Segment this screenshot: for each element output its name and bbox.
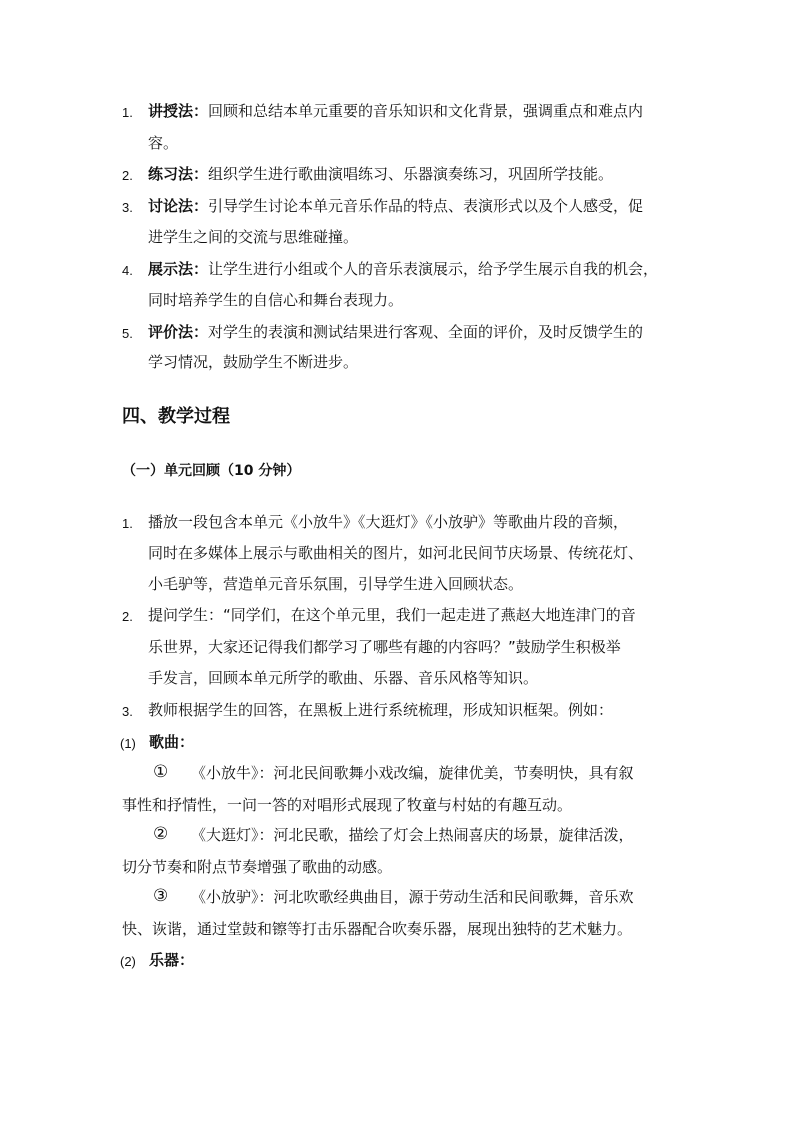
list-item: 播放一段包含本单元《小放牛》《大逛灯》《小放驴》等歌曲片段的音频， bbox=[148, 513, 629, 531]
term-separator: ： bbox=[193, 323, 209, 341]
list-number: 1. bbox=[122, 105, 133, 120]
list-item-continuation: 小毛驴等，营造单元音乐氛围，引导学生进入回顾状态。 bbox=[148, 575, 524, 593]
list-number: 2. bbox=[122, 168, 133, 183]
songs-heading: 歌曲： bbox=[149, 733, 195, 751]
list-item bbox=[148, 259, 658, 281]
list-number: 1. bbox=[122, 516, 133, 531]
list-item-continuation: 同时培养学生的自信心和舞台表现力。 bbox=[148, 291, 404, 309]
list-item-continuation: 同时在多媒体上展示与歌曲相关的图片，如河北民间节庆场景、传统花灯、 bbox=[148, 544, 644, 562]
song-description-continuation: 切分节奏和附点节奏增强了歌曲的动感。 bbox=[122, 858, 393, 876]
song-description: 《大逛灯》：河北民歌，描绘了灯会上热闹喜庆的场景，旋律活泼， bbox=[191, 826, 634, 844]
list-item bbox=[148, 164, 613, 186]
list-item bbox=[148, 322, 643, 344]
section-title: 四、教学过程 bbox=[122, 406, 230, 427]
circled-number: ② bbox=[153, 824, 169, 844]
list-number: 4. bbox=[122, 263, 133, 278]
song-description: 《小放驴》：河北吹歌经典曲目，源于劳动生活和民间歌舞，音乐欢 bbox=[191, 888, 634, 906]
method-text: 组织学生进行歌曲演唱练习、乐器演奏练习，巩固所学技能。 bbox=[208, 165, 614, 183]
term-separator: ： bbox=[193, 102, 209, 120]
method-text: 对学生的表演和测试结果进行客观、全面的评价，及时反馈学生的 bbox=[208, 323, 644, 341]
subsection-title: （一）单元回顾（10 分钟） bbox=[122, 463, 301, 479]
list-item bbox=[148, 196, 643, 218]
sub-list-number: (1) bbox=[120, 736, 136, 751]
method-term: 展示法 bbox=[148, 260, 194, 278]
method-text: 让学生进行小组或个人的音乐表演展示，给予学生展示自我的机会， bbox=[208, 260, 659, 278]
circled-number: ③ bbox=[153, 886, 169, 906]
list-number: 5. bbox=[122, 326, 133, 341]
list-number: 3. bbox=[122, 200, 133, 215]
song-description-continuation: 事性和抒情性，一问一答的对唱形式展现了牧童与村姑的有趣互动。 bbox=[122, 796, 573, 814]
list-item: 教师根据学生的回答，在黑板上进行系统梳理，形成知识框架。例如： bbox=[148, 701, 614, 719]
sub-list-number: (2) bbox=[120, 954, 136, 969]
term-separator: ： bbox=[193, 260, 209, 278]
method-term: 讨论法 bbox=[148, 197, 194, 215]
method-term: 评价法 bbox=[148, 323, 194, 341]
instruments-heading: 乐器： bbox=[149, 951, 195, 969]
list-item: 提问学生：“同学们，在这个单元里，我们一起走进了燕赵大地连津门的音 bbox=[148, 606, 636, 624]
method-term: 讲授法 bbox=[148, 102, 194, 120]
list-item-continuation: 乐世界，大家还记得我们都学习了哪些有趣的内容吗？”鼓励学生积极举 bbox=[148, 638, 621, 656]
song-description-continuation: 快、诙谐，通过堂鼓和镲等打击乐器配合吹奏乐器，展现出独特的艺术魅力。 bbox=[122, 920, 633, 938]
list-item bbox=[148, 101, 643, 123]
circled-number: ① bbox=[153, 762, 169, 782]
term-separator: ： bbox=[193, 197, 209, 215]
list-item-continuation: 手发言，回顾本单元所学的歌曲、乐器、音乐风格等知识。 bbox=[148, 669, 539, 687]
method-term: 练习法 bbox=[148, 165, 194, 183]
method-text: 引导学生讨论本单元音乐作品的特点、表演形式以及个人感受，促 bbox=[208, 197, 644, 215]
list-item-continuation: 进学生之间的交流与思维碰撞。 bbox=[148, 228, 359, 246]
list-item-continuation: 学习情况，鼓励学生不断进步。 bbox=[148, 353, 359, 371]
song-description: 《小放牛》：河北民间歌舞小戏改编，旋律优美，节奏明快，具有叙 bbox=[191, 764, 634, 782]
list-number: 2. bbox=[122, 609, 133, 624]
term-separator: ： bbox=[193, 165, 209, 183]
list-item-continuation: 容。 bbox=[148, 134, 179, 152]
list-number: 3. bbox=[122, 704, 133, 719]
method-text: 回顾和总结本单元重要的音乐知识和文化背景，强调重点和难点内 bbox=[208, 102, 644, 120]
